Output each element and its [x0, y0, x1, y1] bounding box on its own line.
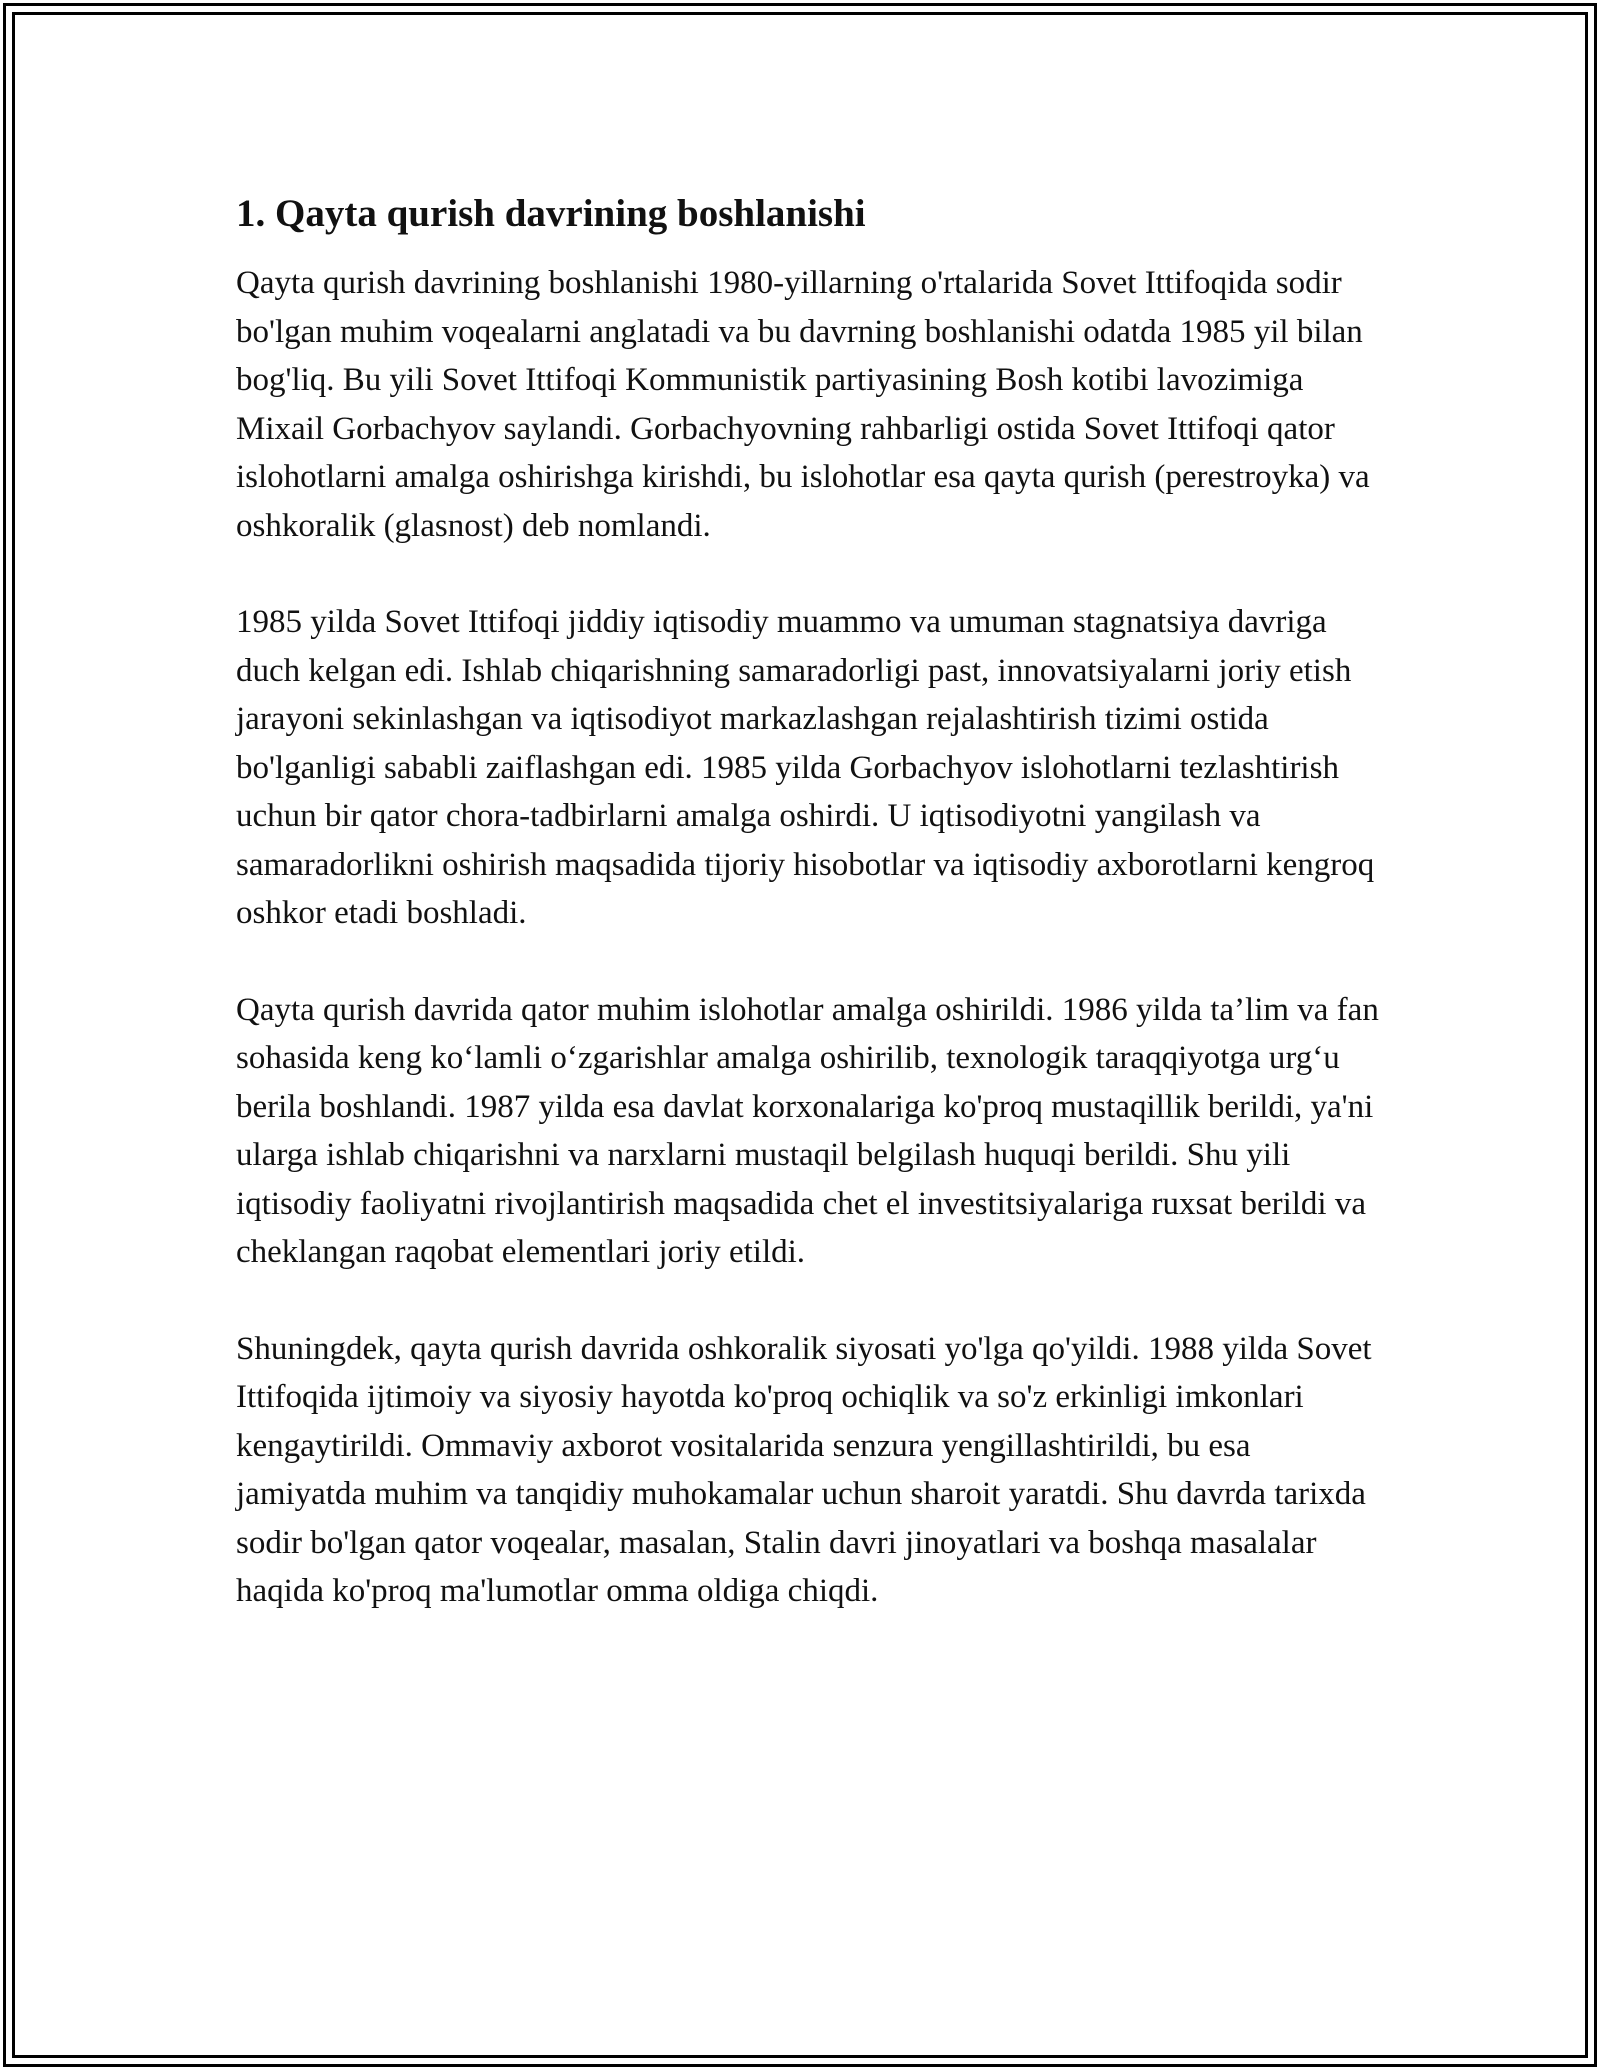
paragraph-4: Shuningdek, qayta qurish davrida oshkoralik siyosati yo'lga qo'yildi. 1988 yilda Sovet Ittifoqida ijtimoiy va siyosiy hayotda ko'proq ochiqlik va so'z erkinligi imkonlari kengaytirildi. Ommaviy axborot vositalarida senzura yengillashtirildi, bu esa jamiyatda muhim va tanqidiy muhokamalar uchun sharoit yaratdi. Shu davrda tarixda sodir bo'lgan qator voqealar, masalan, Stalin davri jinoyatlari va boshqa masalalar haqida ko'proq ma'lumotlar omma oldiga chiqdi. [236, 1330, 1372, 1609]
paragraph-3: Qayta qurish davrida qator muhim islohotlar amalga oshirildi. 1986 yilda ta’lim va fan sohasida keng ko‘lamli o‘zgarishlar amalga oshirilib, texnologik taraqqiyotga urg‘u berila boshlandi. 1987 yilda esa davlat korxonalariga ko'proq mustaqillik berildi, ya'ni ularga ishlab chiqarishni va narxlarni mustaqil belgilash huquqi berildi. Shu yili iqtisodiy faoliyatni rivojlantirish maqsadida chet el investitsiyalariga ruxsat berildi va cheklangan raqobat elementlari joriy etildi. [236, 991, 1379, 1270]
document-body [236, 186, 1386, 1616]
paragraph-2: 1985 yilda Sovet Ittifoqi jiddiy iqtisodiy muammo va umuman stagnatsiya davriga duch kelgan edi. Ishlab chiqarishning samaradorligi past, innovatsiyalarni joriy etish jarayoni sekinlashgan va iqtisodiyot markazlashgan rejalashtirish tizimi ostida bo'lganligi sababli zaiflashgan edi. 1985 yilda Gorbachyov islohotlarni tezlashtirish uchun bir qator chora-tadbirlarni amalga oshirdi. U iqtisodiyotni yangilash va samaradorlikni oshirish maqsadida tijoriy hisobotlar va iqtisodiy axborotlarni kengroq oshkor etadi boshladi. [236, 604, 1375, 931]
paragraph-1: Qayta qurish davrining boshlanishi 1980-yillarning o'rtalarida Sovet Ittifoqida sodir bo'lgan muhim voqealarni anglatadi va bu davrning boshlanishi odatda 1985 yil bilan bog'liq. Bu yili Sovet Ittifoqi Kommunistik partiyasining Bosh kotibi lavozimiga Mixail Gorbachyov saylandi. Gorbachyovning rahbarligi ostida Sovet Ittifoqi qator islohotlarni amalga oshirishga kirishdi, bu islohotlar esa qayta qurish (perestroyka) va oshkoralik (glasnost) deb nomlandi. [236, 265, 1370, 544]
page-title: 1. Qayta qurish davrining boshlanishi [236, 192, 866, 235]
